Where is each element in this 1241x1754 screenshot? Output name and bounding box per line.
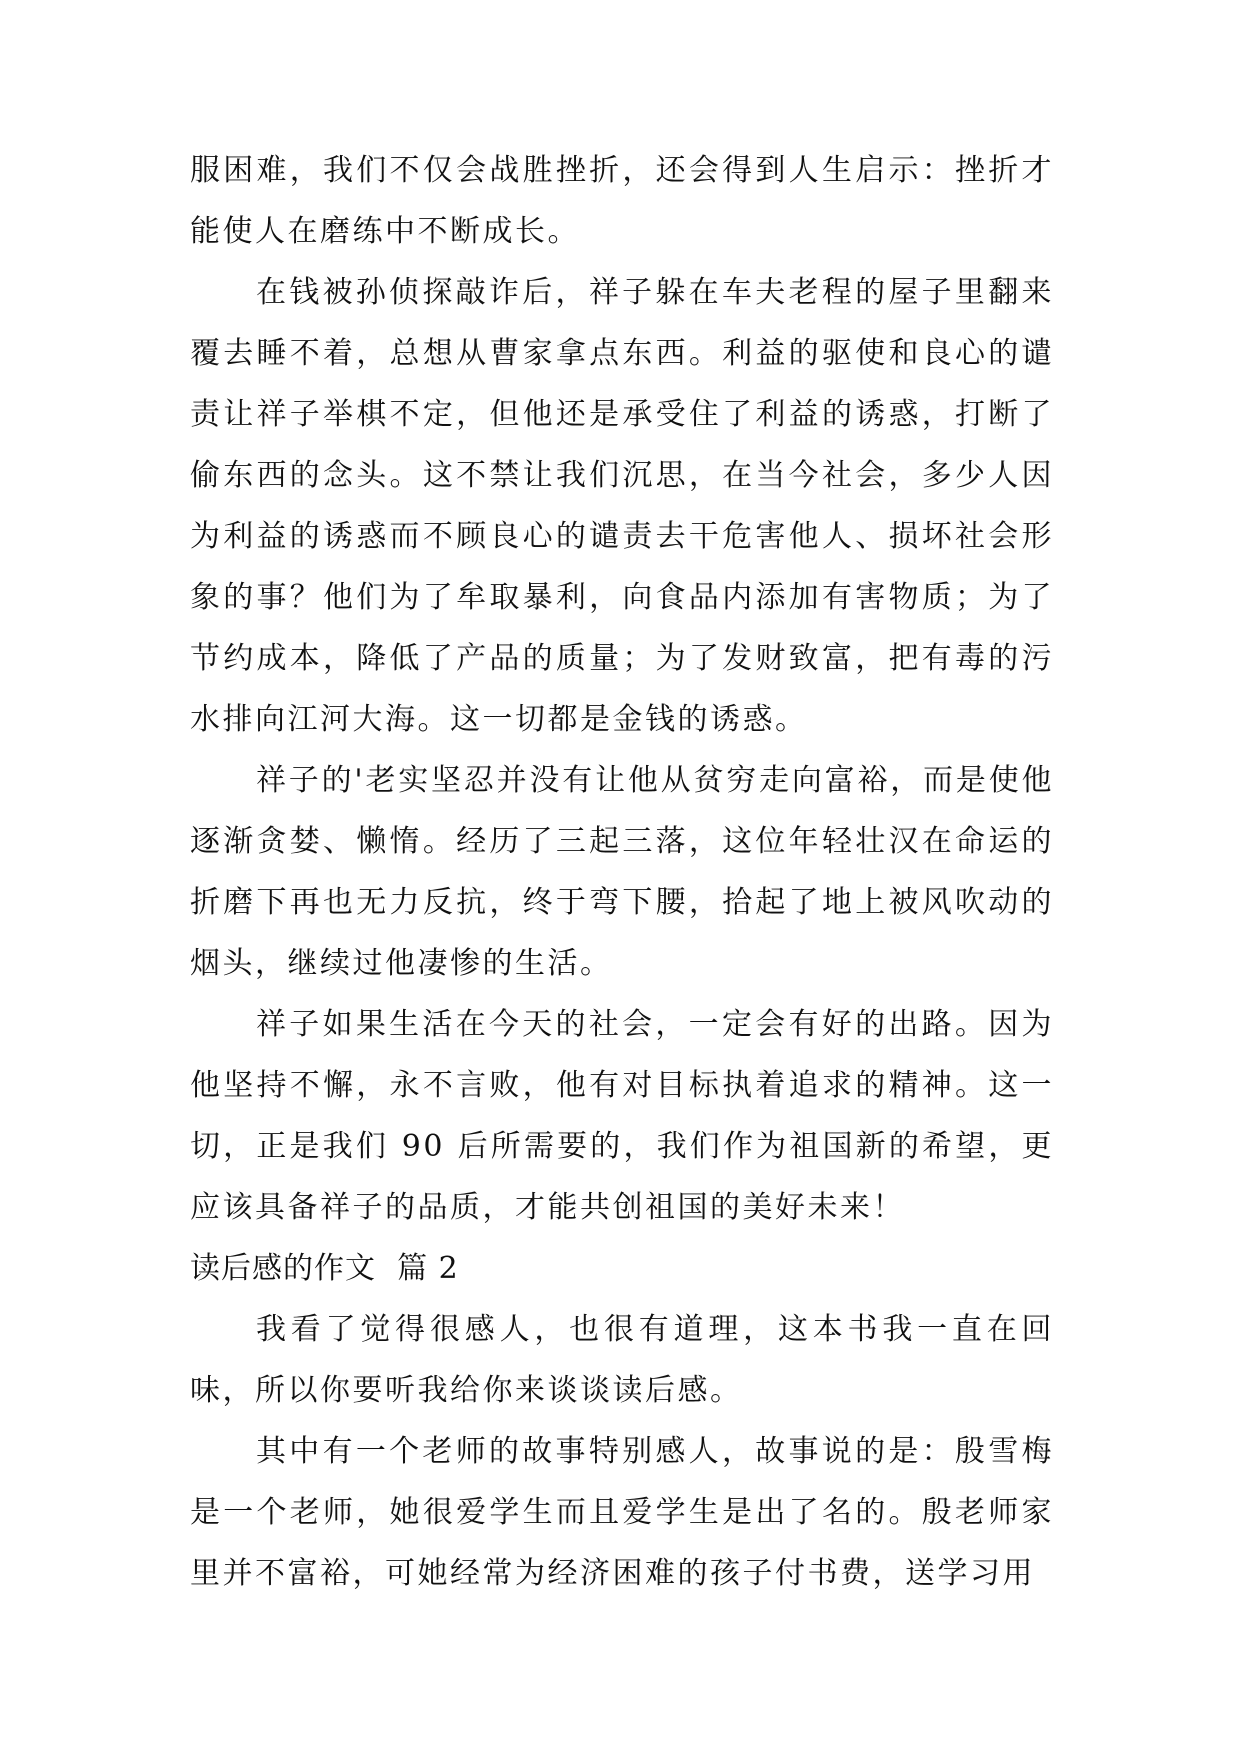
paragraph-4: 祥子如果生活在今天的社会，一定会有好的出路。因为他坚持不懈，永不言败，他有对目标执着追求的精神。这一切，正是我们 90 后所需要的，我们作为祖国新的希望，更应该具备祥子的品质，才能共创祖国的美好未来！: [190, 1007, 1054, 1225]
paragraph-1: 服困难，我们不仅会战胜挫折，还会得到人生启示：挫折才能使人在磨练中不断成长。: [190, 153, 1054, 249]
section-heading: 读后感的作文 篇 2: [190, 1251, 459, 1286]
paragraph-6: 其中有一个老师的故事特别感人，故事说的是：殷雪梅是一个老师，她很爱学生而且爱学生是出了名的。殷老师家里并不富裕，可她经常为经济困难的孩子付书费，送学习用: [190, 1434, 1054, 1591]
paragraph-5: 我看了觉得很感人，也很有道理，这本书我一直在回味，所以你要听我给你来谈谈读后感。: [190, 1312, 1054, 1408]
document-body: [190, 140, 1054, 1604]
paragraph-3: 祥子的'老实坚忍并没有让他从贫穷走向富裕，而是使他逐渐贪婪、懒惰。经历了三起三落，这位年轻壮汉在命运的折磨下再也无力反抗，终于弯下腰，拾起了地上被风吹动的烟头，继续过他凄惨的生活。: [190, 763, 1054, 981]
paragraph-2: 在钱被孙侦探敲诈后，祥子躲在车夫老程的屋子里翻来覆去睡不着，总想从曹家拿点东西。利益的驱使和良心的谴责让祥子举棋不定，但他还是承受住了利益的诱惑，打断了偷东西的念头。这不禁让我们沉思，在当今社会，多少人因为利益的诱惑而不顾良心的谴责去干危害他人、损坏社会形象的事？他们为了牟取暴利，向食品内添加有害物质；为了节约成本，降低了产品的质量；为了发财致富，把有毒的污水排向江河大海。这一切都是金钱的诱惑。: [190, 275, 1054, 737]
